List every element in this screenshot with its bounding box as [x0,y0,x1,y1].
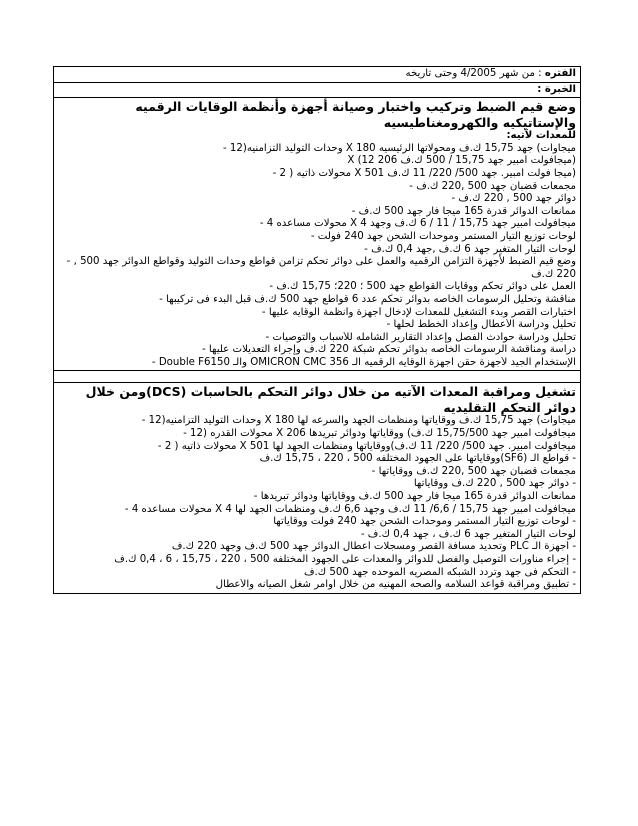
spacer-cell [54,371,581,383]
list-item: الإستخدام الجيد لأجهزة حقن أجهزة الوقايه الرقميه الـ OMICRON CMC 356 والـ Double F6150 - [151,356,576,368]
list-item: - التحكم فى جهد وتردد الشبكه المصريه الموحده جهد 500 ك.ف [303,566,576,578]
list-item: - أجهزة الـ PLC وتحديد مسافة القصر ومسجلات أعطال الدوائر جهد 500 ك.ف وجهد 220 ك.ف [171,541,576,553]
section2-cell [54,383,581,593]
list-item: (ميجا فولت أمبير. جهد 500/ 220/ 11 ك.ف 501 X محولات ذاتيه ( 2 - [272,167,576,179]
list-item: ميجافولت أمبير جهد 15,75 / 6,6/ 11 ك.ف وجهد 6,6 ك.ف ومنظمات الجهد لها 4 X محولات مساعده 4 - [124,503,576,515]
list-item: اختبارات القصر وبدء التشغيل للمعدات لإدخال أجهزة وأنظمة الوقايه عليها - [261,306,576,318]
period-label: الفتره [544,68,576,79]
list-item: دراسة ومناقشة الرسومات الخاصه بدوائر تحكم شبكة 220 ك.ف وإجراء التعديلات عليها - [202,344,576,356]
list-item: العمل على دوائر تحكم ووقايات القواطع جهد 500 ؛ 220؛ 15,75 ك.ف - [269,281,576,293]
spacer-row [54,371,581,383]
section2-title: تشغيل ومراقبة المعدات الآتيه من خلال دوائر التحكم بالحاسبات (DCS)ومن خلال دوائر التحكم التقليديه [85,384,576,415]
list-item: تحليل ودراسة حوادث الفصل وإعداد التقارير الشامله للأسباب والتوصيات - [265,331,576,343]
list-item: - إجراء مناورات التوصيل والفصل للدوائر والمعدات على الجهود المختلفه 500 ، 220 ، 15,75 ، 6 ، 0,4 ك.ف [114,554,576,565]
list-item: ميجافولت أمبير جهد 15,75 / 11 / 6 ك.ف وجهد 4 X محولات مساعده 4 - [259,218,576,230]
section1-cell [54,98,581,371]
list-item: (ميجافولت أمبير جهد 15,75 / 500 ك.ف 206 X (12 [347,155,576,167]
experience-row [54,82,581,98]
list-item: مجمعات قضبان جهد 500 ,220 ك.ف - [409,180,576,192]
list-item: ميجاوات) جهد 15,75 ك.ف ومحولاتها الرئيسيه 180 X وحدات التوليد التزامنيه(12 - [223,142,576,154]
list-item: مجمعات قضبان جهد 500 ,220 ك.ف ووقاياتها - [371,465,576,477]
list-item: - لوحات توزيع التيار المستمر وموحدات الشحن جهد 240 فولت ووقاياتها [273,516,576,528]
list-item: - قواطع الـ (SF6)ووقاياتها على الجهود المختلفه 500 ، 220 ، 15,75 ك.ف [259,453,576,465]
period-row [54,67,581,83]
list-item: ممانعات الدوائر قدرة 165 ميجا فار جهد 500 ك.ف - [351,205,576,217]
section1-subtitle: للمعدات لآتيه: [506,130,576,142]
list-item: ميجافولت أمبير. جهد 500/ 220/ 11 ك.ف)ووقاياتها ومنظمات الجهد لها 501 X محولات ذاتيه ( 2 - [157,440,576,452]
section1-row [54,98,581,371]
experience-table [53,66,581,594]
list-item: لوحات توزيع التيار المستمر وموحدات الشحن جهد 240 فولت - [310,230,576,242]
list-item: - دوائر جهد 500 , 220 ك.ف ووقاياتها [413,478,576,490]
section1-title: وضع قيم الضبط وتركيب واختبار وصيانة أجهزة وأنظمة الوقايات الرقميه والإستاتيكيه والكهرومغناطيسيه [135,99,576,130]
list-item: ممانعات الدوائر قدرة 165 ميجا فار جهد 500 ك.ف ووقاياتها ودوائر تبريدها - [253,491,576,503]
list-item: تحليل ودراسة الأعطال وإعداد الخطط لحلها - [386,319,576,331]
experience-label: الخبرة : [54,82,581,98]
list-item: لوحات التيار المتغير جهد 6 ك.ف ، جهد 0,4 ك.ف - [360,528,576,540]
list-item: دوائر جهد 500 , 220 ك.ف - [451,193,576,205]
list-item: ميجافولت أمبير جهد 15,75/500 ك.ف) ووقاياتها ودوائر تبريدها 206 X محولات القدره (12 - [183,428,576,440]
list-item: وضع قيم الضبط لأجهزة التزامن الرقميه والعمل على دوائر تحكم تزامن قواطع وحدات التوليد وقواطع الدوائر جهد 500 , - 220 ك.ف [66,256,576,280]
period-value: : من شهر 4/2005 وحتى تاريخه [405,68,542,79]
list-item: لوحات التيار المتغير جهد 6 ك.ف ,جهد 0,4 ك.ف - [364,243,576,255]
section2-row [54,383,581,593]
list-item: - تطبيق ومراقبة قواعد السلامه والصحه المهنيه من خلال أوامر شغل الصيانه والأعطال [215,579,576,591]
cv-page [53,66,581,594]
list-item: ميجاوات) جهد 15,75 ك.ف ووقاياتها ومنظمات الجهد والسرعه لها 180 X وحدات التوليد التزامنيه(12 - [141,415,576,427]
list-item: مناقشة وتحليل الرسومات الخاصه بدوائر تحكم عدد 6 قواطع جهد 500 ك.ف قبل البدء فى تركيبها - [159,293,576,305]
period-cell [54,67,581,83]
